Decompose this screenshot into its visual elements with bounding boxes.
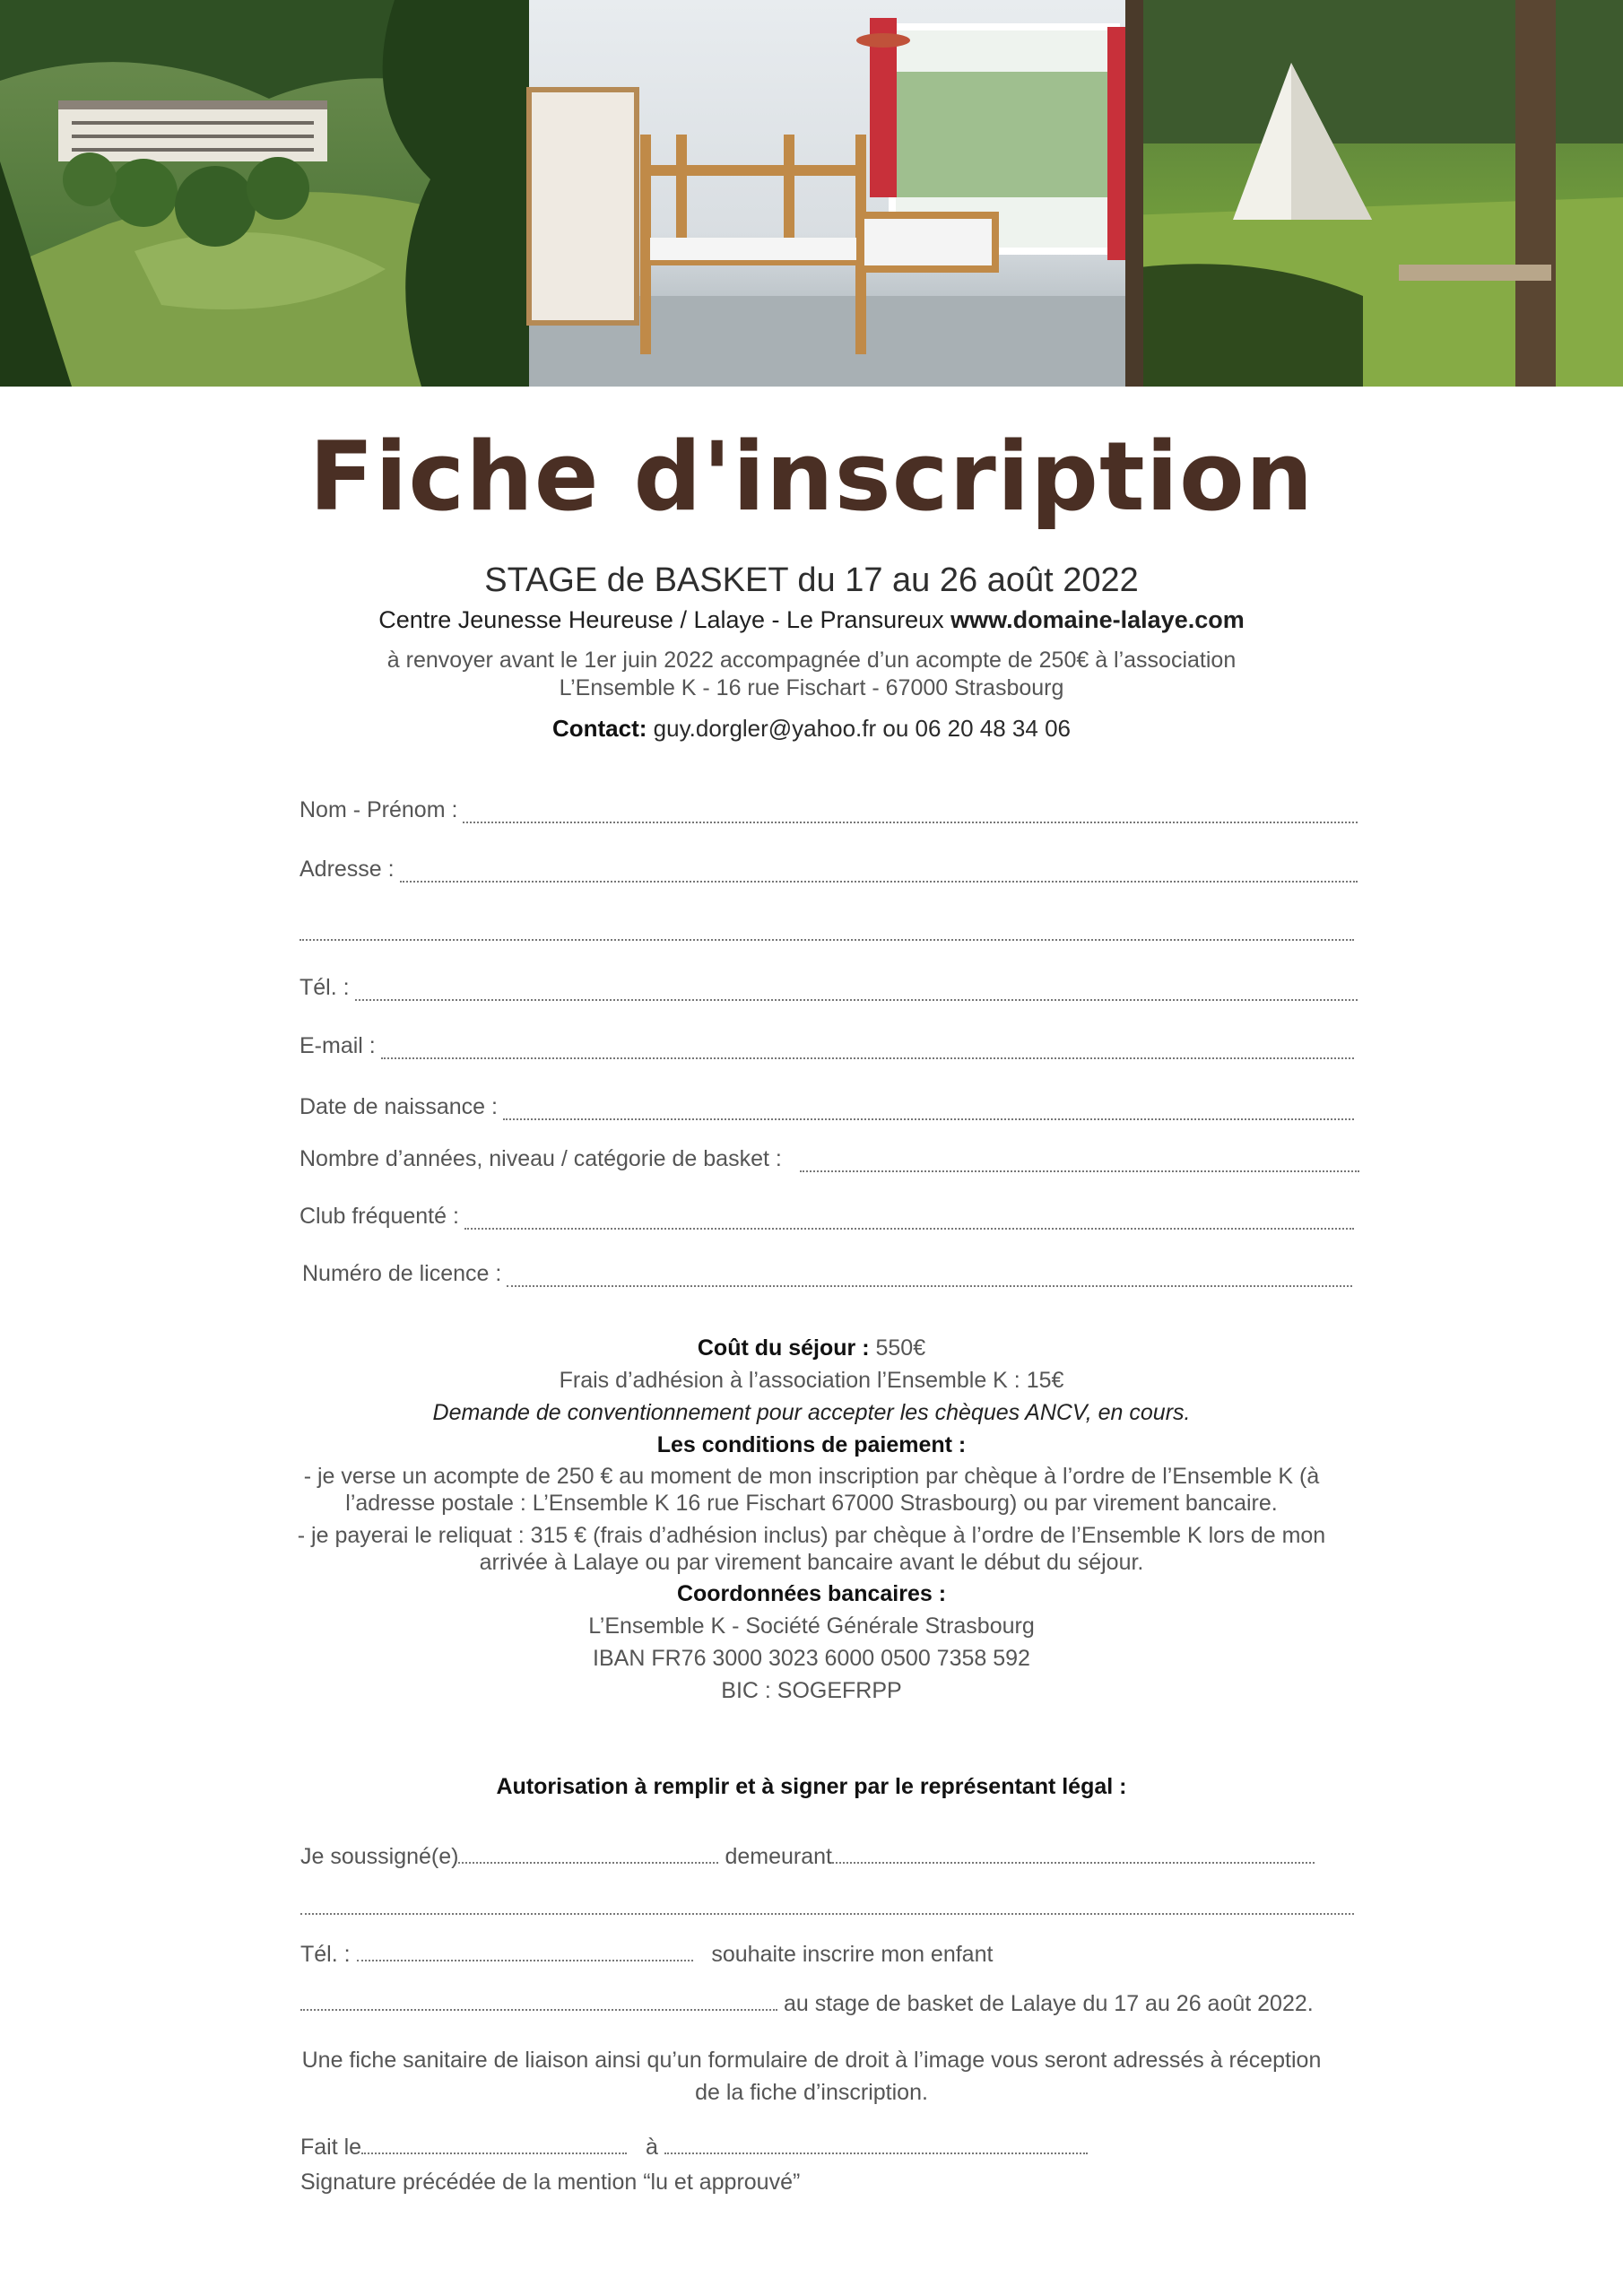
basket-level-input-line[interactable]: [800, 1151, 1359, 1172]
camp-subtitle: STAGE de BASKET du 17 au 26 août 2022: [484, 561, 1139, 599]
name-label: Nom - Prénom :: [299, 797, 458, 822]
licence-field[interactable]: [302, 1257, 1352, 1287]
undersigned-label: Je soussigné(e): [300, 1844, 459, 1869]
address-field[interactable]: [299, 852, 1358, 883]
residing-row-2[interactable]: [300, 1895, 1354, 1921]
contact-line: [0, 715, 1623, 743]
centre-line: [0, 606, 1623, 634]
name-input-line[interactable]: [463, 802, 1358, 823]
authorization-title: Autorisation à remplir et à signer par le représentant légal :: [496, 1774, 1127, 1799]
done-at-label: Fait le: [300, 2135, 362, 2160]
centre-text: Centre Jeunesse Heureuse / Lalaye - Le Pransureux: [378, 606, 951, 633]
residing-input-line[interactable]: [832, 1846, 1315, 1864]
cost-info: [296, 1334, 1327, 1705]
camp-text: au stage de basket de Lalaye du 17 au 26 août 2022.: [783, 1991, 1314, 2016]
club-label: Club fréquenté :: [299, 1204, 459, 1229]
payment-balance: - je payerai le reliquat : 315 € (frais d’adhésion inclus) par chèque à l’ordre de l’Ensemble K lors de mon arrivée à Lalaye ou par virement bancaire avant le début du séjour.: [297, 1523, 1326, 1575]
birthdate-input-line[interactable]: [503, 1099, 1354, 1120]
residing-input-line-2[interactable]: [300, 1897, 1354, 1915]
club-input-line[interactable]: [464, 1208, 1354, 1230]
cost-value: 550€: [875, 1335, 926, 1361]
membership-fees: Frais d’adhésion à l’association l’Ensemble K : 15€: [559, 1368, 1064, 1393]
address-input-line[interactable]: [400, 861, 1358, 883]
residing-label: demeurant: [725, 1844, 832, 1869]
email-field[interactable]: [299, 1029, 1354, 1059]
cost-line: [296, 1334, 1327, 1362]
health-form-notice: Une fiche sanitaire de liaison ainsi qu’un formulaire de droit à l’image vous seront adressés à réception de la fiche d’inscription.: [301, 2048, 1322, 2105]
bank-iban: IBAN FR76 3000 3023 6000 0500 7358 592: [593, 1646, 1030, 1671]
address-field-line2[interactable]: [299, 910, 1354, 941]
club-field[interactable]: [299, 1199, 1354, 1230]
return-instructions-2: L’Ensemble K - 16 rue Fischart - 67000 Strasbourg: [559, 675, 1064, 700]
payment-title: Les conditions de paiement :: [656, 1432, 967, 1457]
birthdate-label: Date de naissance :: [299, 1094, 498, 1119]
bank-name: L’Ensemble K - Société Générale Strasbourg: [588, 1613, 1035, 1639]
bank-title: Coordonnées bancaires :: [676, 1581, 947, 1606]
page-title: Fiche d'inscription: [308, 422, 1315, 532]
signature-instruction: Signature précédée de la mention “lu et approuvé”: [300, 2170, 801, 2195]
place-label: à: [645, 2135, 658, 2160]
phone-input-line[interactable]: [355, 979, 1358, 1001]
basket-level-label: Nombre d’années, niveau / catégorie de basket :: [299, 1146, 782, 1171]
name-field[interactable]: [299, 793, 1358, 823]
address-label: Adresse :: [299, 857, 395, 882]
undersigned-row[interactable]: [300, 1844, 1315, 1870]
email-input-line[interactable]: [381, 1038, 1354, 1059]
cost-label: Coût du séjour :: [697, 1335, 876, 1361]
return-instructions-1: à renvoyer avant le 1er juin 2022 accompagnée d’un acompte de 250€ à l’association: [386, 648, 1237, 673]
parent-phone-input-line[interactable]: [357, 1944, 693, 1961]
birthdate-field[interactable]: [299, 1090, 1354, 1120]
register-child-text: souhaite inscrire mon enfant: [711, 1942, 994, 1967]
website-link[interactable]: www.domaine-lalaye.com: [950, 606, 1245, 633]
undersigned-input-line[interactable]: [458, 1846, 718, 1864]
photo-banner: [0, 0, 1623, 387]
child-name-row[interactable]: [300, 1991, 1314, 2017]
ancv-notice: Demande de conventionnement pour accepter les chèques ANCV, en cours.: [432, 1400, 1191, 1425]
hillside-building-photo: [0, 0, 529, 387]
licence-label: Numéro de licence :: [302, 1261, 502, 1286]
place-input-line[interactable]: [664, 2136, 1088, 2154]
email-label: E-mail :: [299, 1033, 376, 1058]
contact-value: guy.dorgler@yahoo.fr ou 06 20 48 34 06: [647, 715, 1071, 742]
date-input-line[interactable]: [361, 2136, 627, 2154]
done-at-row[interactable]: [300, 2135, 1088, 2161]
bank-bic: BIC : SOGEFRPP: [721, 1678, 902, 1703]
dormitory-photo: [529, 0, 1125, 387]
basket-level-field[interactable]: [299, 1142, 1359, 1172]
licence-input-line[interactable]: [507, 1265, 1352, 1287]
child-name-input-line[interactable]: [300, 1993, 777, 2011]
payment-deposit: - je verse un acompte de 250 € au moment de mon inscription par chèque à l’ordre de l’Ensemble K (à l’adresse postale : L’Ensemble K 16 rue Fischart 67000 Strasbourg) ou par virement bancaire.: [303, 1464, 1320, 1516]
parent-phone-label: Tél. :: [300, 1942, 351, 1967]
forest-tipi-photo: [1125, 0, 1623, 387]
parent-phone-row[interactable]: [300, 1942, 993, 1968]
phone-label: Tél. :: [299, 975, 350, 1000]
phone-field[interactable]: [299, 970, 1358, 1001]
contact-label: Contact:: [551, 715, 647, 742]
address-input-line-2[interactable]: [299, 919, 1354, 941]
